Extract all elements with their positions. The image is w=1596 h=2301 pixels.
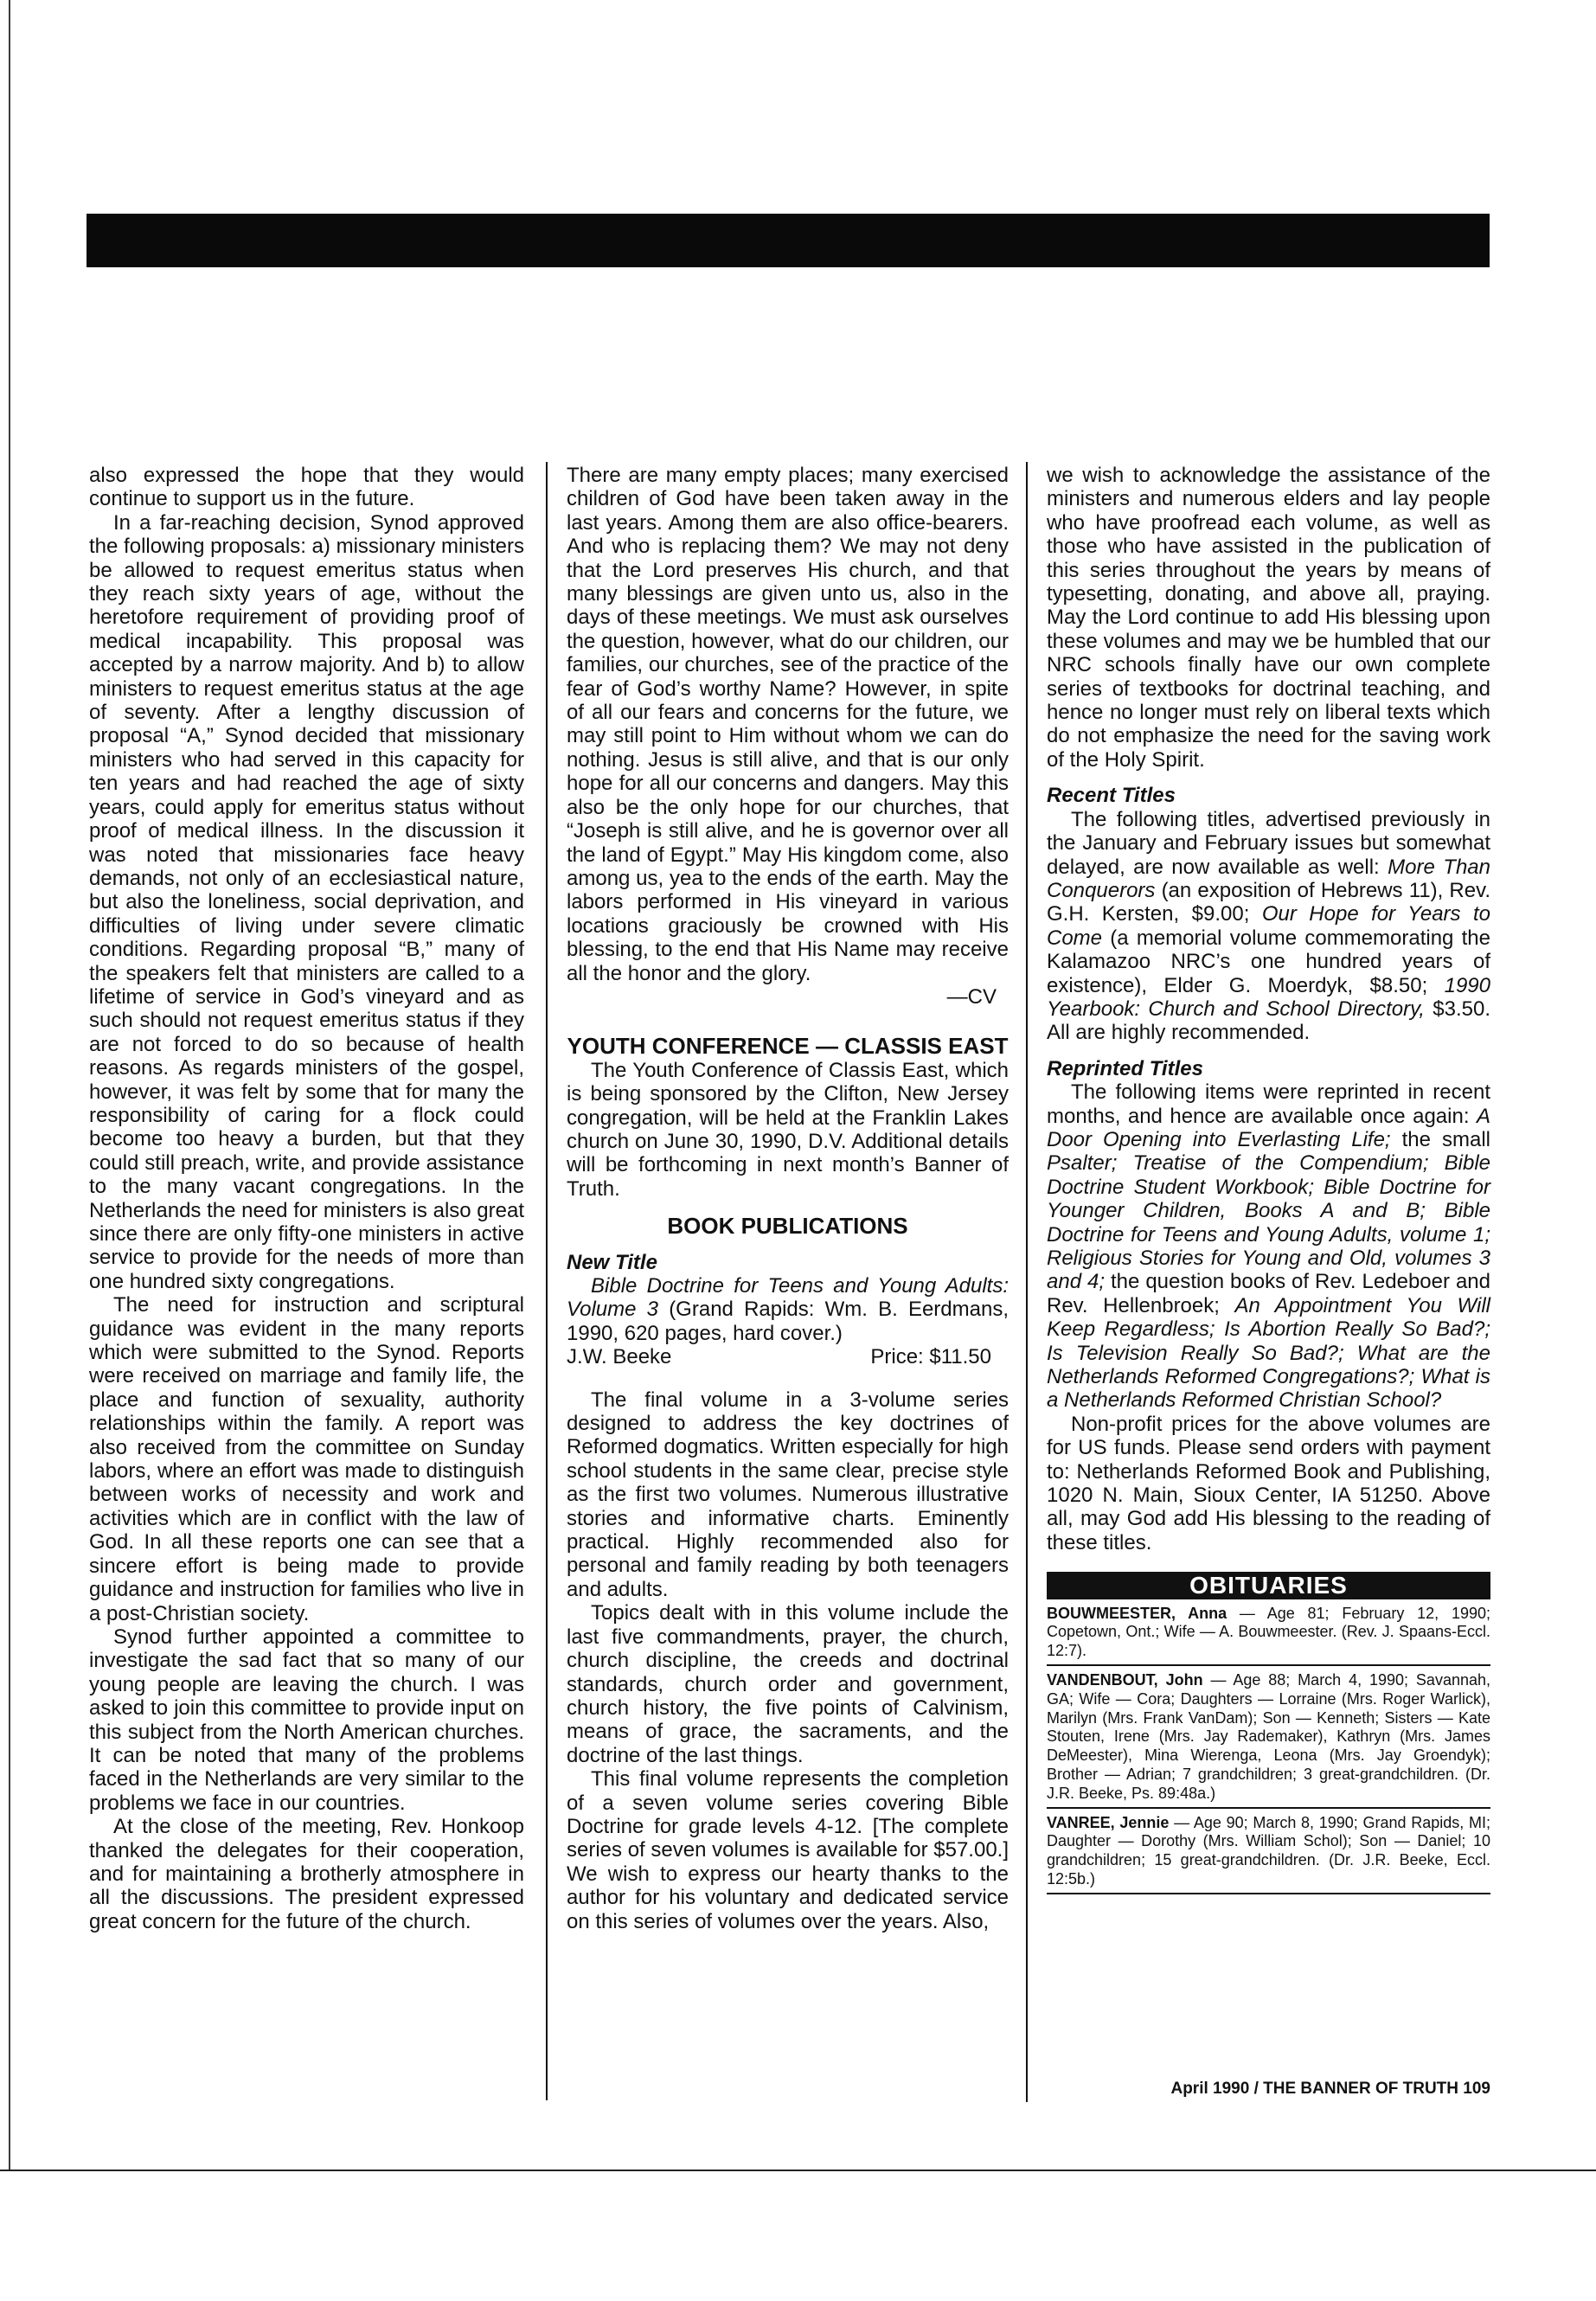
youth-conference-text: The Youth Conference of Classis East, which is being sponsored by the Clifton, New Jersey congregation, will be held at the Franklin Lakes church on June 30, 1990, D.V. Additional details will be forthcoming in next month’s Banner of Truth. [567,1058,1009,1201]
youth-conference-heading: YOUTH CONFERENCE — CLASSIS EAST [567,1033,1009,1060]
obituaries-heading: OBITUARIES [1047,1572,1490,1599]
column-1 [89,464,524,1933]
obituary-entry: VANDENBOUT, John — Age 88; March 4, 1990; Savannah, GA; Wife — Cora; Daughters — Lorraine (Mrs. Roger Warlick), Marilyn (Mrs. Frank VanDam); Son — Kenneth; Sisters — Kate Stouten, Irene (Mrs. Jay Rademaker), Kathryn (Mrs. James DeMeester), Mina Wierenga, Leona (Mrs. Jay Groendyk); Brother — Adrian; 7 grandchildren; 3 great-grandchildren. (Dr. J.R. Beeke, Ps. 89:48a.) [1047,1671,1490,1809]
spacer [567,1369,1009,1388]
page-number: 109 [1463,2080,1490,2098]
new-title-heading: New Title [567,1250,657,1274]
col1-paragraph: also expressed the hope that they would continue to support us in the future. [89,464,524,511]
col3-paragraph-acknowledgement: we wish to acknowledge the assistance of the ministers and numerous elders and lay people who have proofread each volume, as well as those who have assisted in the publication of this series throughout the years by means of typesetting, donating, and above all, praying. May the Lord continue to add His blessing upon these volumes and may we be humbled that our NRC schools finally have our own complete series of textbooks for doctrinal teaching, and hence no longer must rely on liberal texts which do not emphasize the need for the saving work of the Holy Spirit. [1047,464,1490,772]
recent-title-2: Our Hope for Years to Come [1047,902,1491,950]
author-price-line [567,1345,1009,1368]
footer-issue: April 1990 / THE BANNER OF TRUTH [1170,2080,1459,2098]
book-series-note: This final volume represents the completion of a seven volume series covering Bible Doctrine for grade levels 4-12. [The complete series of seven volumes is available for $57.00.] We wish to express our hearty thanks to the author for his voluntary and dedicated service on this series of volumes over the years. Also, [567,1767,1009,1933]
scan-edge-left [0,0,10,2171]
book-price: Price: $11.50 [870,1345,991,1369]
column-3 [1047,464,1490,1894]
column-rule-left [546,462,548,2100]
header-bar [87,214,1490,267]
column-rule-right [1026,462,1028,2102]
recent-titles-heading: Recent Titles [1047,784,1176,808]
reprinted-title-list: Psalter; Treatise of the Compendium; Bible Doctrine Student Workbook; Bible Doctrine for Younger Children, Books A and B; Bible Doctrine for Teens and Young Adults, volume 1; Religious Stories for Young and Old, volumes 3 and 4; [1047,1151,1490,1294]
book-topics: Topics dealt with in this volume include the last five commandments, prayer, the church, church discipline, the creeds and doctrinal standards, church order and government, church history, the five points of Calvinism, means of grace, the sacraments, and the doctrine of the last things. [567,1601,1009,1767]
book-description: The final volume in a 3-volume series designed to address the key doctrines of Reformed dogmatics. Written especially for high school students in the same clear, precise style as the first two volumes. Numerous illustrative stories and informative charts. Eminently practical. Highly recommended also for personal and family reading by both teenagers and adults. [567,1388,1009,1601]
book-title: Bible Doctrine for Teens and Young Adults: Volume 3 [567,1274,1009,1322]
scan-edge-bottom [0,2170,1596,2171]
page-footer [1157,2080,1490,2099]
reprinted-pamphlet-list: An Appointment You Will Keep Regardless; Is Abortion Really So Bad?; Is Television Really So Bad?; What are the Netherlands Reformed Congregations?; What is a Netherlands Reformed Christian School? [1047,1293,1490,1413]
col1-paragraph-synod-proposals: In a far-reaching decision, Synod approved the following proposals: a) missionary ministers be allowed to request emeritus status when they reach sixty years of age, without the heretofore requirement of providing proof of medical incapability. This proposal was accepted by a narrow majority. And b) to allow ministers to request emeritus status at the age of seventy. After a lengthy discussion of proposal “A,” Synod decided that missionary ministers who had served in this capacity for ten years and had reached the age of sixty years, could apply for emeritus status without proof of medical illness. In the discussion it was noted that missionaries face heavy demands, not only of an ecclesiastical nature, but also the loneliness, social deprivation, and difficulties of living under severe climatic conditions. Regarding proposal “B,” many of the speakers felt that ministers are called to a lifetime of service in God’s vineyard and as such should not request emeritus status if they are not forced to do so because of health reasons. As regards ministers of the gospel, however, it was felt by some that for many the responsibility of caring for a flock could become too heavy a burden, but that they could still preach, write, and provide assistance to the many vacant congregations. In the Netherlands the need for ministers is also great since there are only fifty-one ministers in active service to provide for the needs of more than one hundred sixty congregations. [89,510,524,1293]
book-author: J.W. Beeke [567,1345,672,1369]
col1-paragraph-reports: The need for instruction and scriptural guidance was evident in the many reports which were submitted to the Synod. Reports were received on marriage and family life, the place and function of sexuality, authority relationships within the family. A report was also received from the committee on Sunday labors, where an effort was made to distinguish between works of necessity and work and activities which are in conflict with the law of God. In all these reports one can see that a sincere effort is being made to provide guidance and instruction for families who live in a post-Christian society. [89,1293,524,1625]
reprinted-titles-text: The following items were reprinted in recent months, and hence are available once again: A Door Opening into Everlasting Life; the small Psalter; Treatise of the Compendium; Bible Doctrine Student Workbook; Bible Doctrine for Younger Children, Books A and B; Bible Doctrine for Teens and Young Adults, volume 1; Religious Stories for Young and Old, volumes 3 and 4; the question books of Rev. Ledeboer and Rev. Hellenbroek; An Appointment You Will Keep Regardless; Is Abortion Really So Bad?; Is Television Really So Bad?; What are the Netherlands Reformed Congregations?; What is a Netherlands Reformed Christian School? [1047,1080,1491,1413]
column-2 [567,464,1009,1933]
recent-title-1: More Than Conquerors [1047,855,1490,902]
obituary-name: VANDENBOUT, John [1047,1671,1203,1689]
col2-paragraph-empty-places: There are many empty places; many exercised children of God have been taken away in the last years. Among them are also office-bearers. And who is replacing them? We may not deny that the Lord preserves His church, and that many blessings are given unto us, also in the days of these meetings. We must ask ourselves the question, however, what do our children, our families, our churches, see of the practice of the fear of God’s worthy Name? However, in spite of all our fears and concerns for the future, we may still point to Him without whom we can do nothing. Jesus is still alive, and that is our only hope for all our concerns and dangers. May this also be the only hope for our churches, that “Joseph is still alive, and he is governor over all the land of Egypt.” May His kingdom come, also among us, yea to the ends of the earth. May the labors performed in His vineyard in various locations graciously be crowned with His blessing, to the end that His Name may receive all the honor and the glory. [567,464,1009,985]
book-publications-heading: BOOK PUBLICATIONS [667,1213,908,1240]
obituary-name: BOUWMEESTER, Anna [1047,1604,1227,1622]
reprinted-titles-heading: Reprinted Titles [1047,1056,1203,1080]
book-citation [567,1274,1009,1345]
author-signature: —CV [946,984,997,1009]
recent-titles-text: The following titles, advertised previously in the January and February issues but somewhat delayed, are now available as well: More Than Conquerors (an exposition of Hebrews 11), Rev. G.H. Kersten, $9.00; Our Hope for Years to Come (a memorial volume commemorating the Kalamazoo NRC’s one hundred years of existence), Elder G. Moerdyk, $8.50; 1990 Yearbook: Church and School Directory, $3.50. All are highly recommended. [1047,807,1491,1045]
obituary-entry: VANREE, Jennie — Age 90; March 8, 1990; Grand Rapids, MI; Daughter — Dorothy (Mrs. William Schol); Son — Daniel; 10 grandchildren; 15 great-grandchildren. (Dr. J.R. Beeke, Eccl. 12:5b.) [1047,1814,1490,1894]
col1-paragraph-committee: Synod further appointed a committee to investigate the sad fact that so many of our young people are leaving the church. I was asked to join this committee to provide input on this subject from the North American churches. It can be noted that many of the problems faced in the Netherlands are very similar to the problems we face in our countries. [89,1625,524,1815]
obituary-entry: BOUWMEESTER, Anna — Age 81; February 12, 1990; Copetown, Ont.; Wife — A. Bouwmeester. (Rev. J. Spaans-Eccl. 12:7). [1047,1605,1490,1666]
reprinted-title-1: A Door Opening into Everlasting Life; [1047,1104,1490,1151]
col1-paragraph-closing: At the close of the meeting, Rev. Honkoop thanked the delegates for their cooperation, and for maintaining a brotherly atmosphere in all the discussions. The president expressed great concern for the future of the church. [89,1815,524,1933]
nonprofit-prices-text: Non-profit prices for the above volumes are for US funds. Please send orders with payment to: Netherlands Reformed Book and Publishing, 1020 N. Main, Sioux Center, IA 51250. Above all, may God add His blessing to the reading of these titles. [1047,1412,1490,1554]
book-details: (Grand Rapids: Wm. B. Eerdmans, 1990, 620 pages, hard cover.) [567,1298,1010,1345]
obituary-name: VANREE, Jennie [1047,1813,1170,1831]
recent-title-3: 1990 Yearbook: Church and School Directory, [1047,973,1490,1021]
